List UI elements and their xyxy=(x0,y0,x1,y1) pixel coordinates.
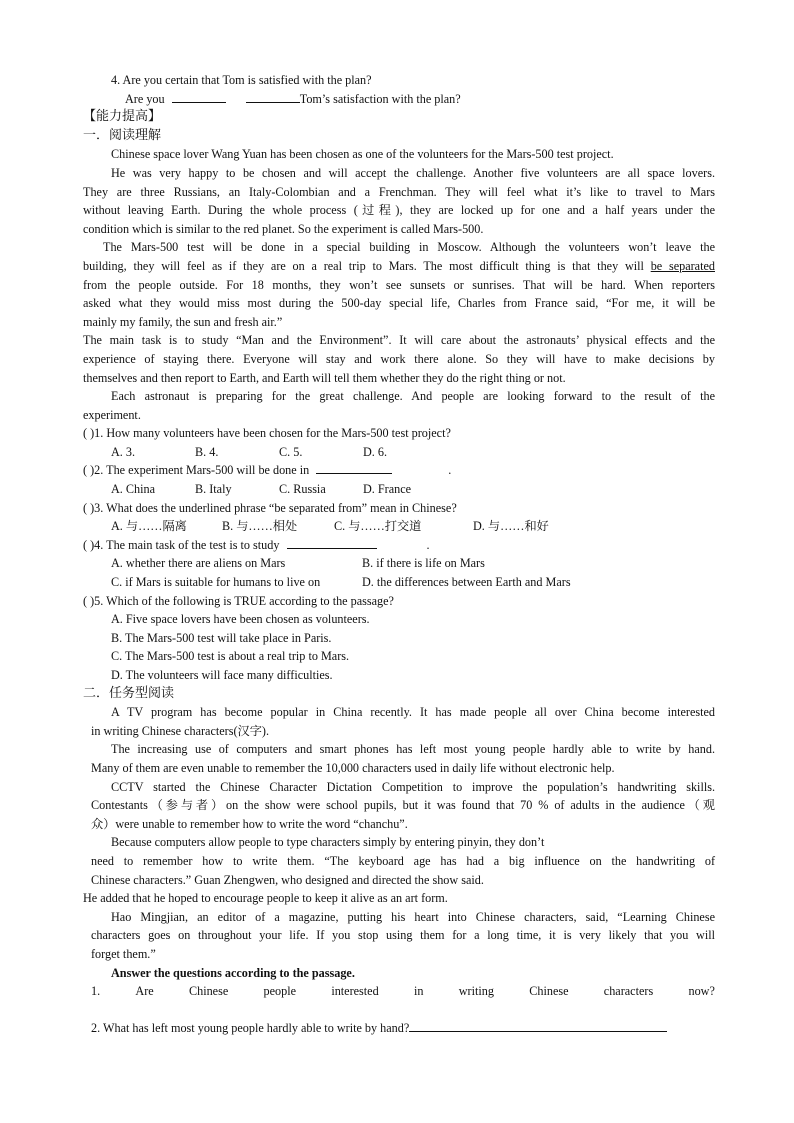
answer-blank[interactable] xyxy=(246,90,300,103)
question-text: 2. The experiment Mars-500 will be done in xyxy=(94,463,310,478)
q4-top-line2-start: Are you xyxy=(125,91,165,106)
passage2-para4-line: Chinese characters.” Guan Zhengwen, who designed and directed the show said. xyxy=(91,872,484,887)
option[interactable]: D. France xyxy=(363,482,412,497)
q4-top-line2 xyxy=(83,90,715,109)
passage1-para4-line: themselves and then report to Earth, and Earth will tell them whether they do the right thing or not. xyxy=(83,370,566,385)
passage1-para4-line: The main task is to study “Man and the Environment”. It will care about the astronauts’ physical effects and the xyxy=(83,333,715,348)
option[interactable]: D. The volunteers will face many difficulties. xyxy=(111,668,333,682)
passage2-para3-line: Contestants（参与者）on the show were school pupils, but it was found that 70 % of adults in the audience（观 xyxy=(91,798,715,813)
passage2-para3-line: CCTV started the Chinese Character Dictation Competition to improve the population’s handwriting skills. xyxy=(111,779,715,794)
option[interactable]: B. if there is life on Mars xyxy=(362,556,485,571)
part2-title: 二．任务型阅读 xyxy=(83,685,175,701)
option[interactable]: A. 与……隔离 xyxy=(111,519,187,534)
option[interactable]: A. 3. xyxy=(111,444,136,459)
option[interactable]: C. Russia xyxy=(279,482,326,497)
passage1-para2-line: He was very happy to be chosen and will accept the challenge. Another five volunteers are all space lovers. xyxy=(111,165,715,180)
passage1-para2-line: without leaving Earth. During the whole process (过程), they are locked up for one and a half years under the xyxy=(83,203,715,218)
question-1 xyxy=(83,424,715,443)
answer-paren[interactable]: ( ) xyxy=(83,500,95,515)
question-4-options xyxy=(83,573,715,592)
option[interactable]: B. 与……相处 xyxy=(222,519,298,534)
passage2-para4-line: Because computers allow people to type characters simply by entering pinyin, they don’t xyxy=(111,835,545,850)
answer-paren[interactable]: ( ) xyxy=(83,463,95,478)
option[interactable]: D. the differences between Earth and Mars xyxy=(362,575,571,590)
option[interactable]: D. 与……和好 xyxy=(473,519,549,534)
answer-blank[interactable] xyxy=(287,536,377,549)
passage2-para1-line: in writing Chinese characters(汉字). xyxy=(91,723,270,738)
answer-blank[interactable] xyxy=(316,461,392,474)
passage1-para3-line: building, they will feel as if they are on a real trip to Mars. The most difficult thing is that they will be separated xyxy=(83,258,715,273)
passage1-para2-line: They are three Russians, an Italy-Colombian and a Frenchman. They will feel what it’s like to travel to Mars xyxy=(83,184,715,199)
option[interactable]: C. 5. xyxy=(279,444,303,459)
q4-top-line1: 4. Are you certain that Tom is satisfied with the plan? xyxy=(111,73,372,87)
answer-space[interactable] xyxy=(83,1001,715,1019)
passage1-para3-line: from the people outside. For 18 months, they won’t see sunsets or sunrises. That will be hard. When reporters xyxy=(83,277,715,292)
passage2-para2-line: The increasing use of computers and smart phones has left most young people hardly able to write by hand. xyxy=(111,742,715,757)
question-1-options xyxy=(83,443,715,462)
answer-paren[interactable]: ( ) xyxy=(83,593,95,608)
option[interactable]: A. China xyxy=(111,482,156,497)
option[interactable]: C. 与……打交道 xyxy=(334,519,422,534)
passage1-para5-line: experiment. xyxy=(83,407,141,422)
question-5 xyxy=(83,592,715,611)
passage2-para3-line: 众）were unable to remember how to write the word “chanchu”. xyxy=(91,816,408,831)
question-text: 1. How many volunteers have been chosen for the Mars-500 test project? xyxy=(94,426,451,441)
passage1-para3-line: The Mars-500 test will be done in a special building in Moscow. Although the volunteers won’t leave the xyxy=(103,240,715,255)
answer-paren[interactable]: ( ) xyxy=(83,537,95,552)
answer-question-2: 2. What has left most young people hardly able to write by hand? xyxy=(83,1019,715,1038)
passage1-para3-line: mainly my family, the sun and fresh air.” xyxy=(83,314,283,329)
passage1-para2-line: condition which is similar to the red planet. So the experiment is called Mars-500. xyxy=(83,221,484,236)
question-4: ( )4. The main task of the test is to study . xyxy=(83,537,430,552)
answer-line[interactable] xyxy=(409,1019,667,1032)
answer-blank[interactable] xyxy=(172,90,226,103)
passage1-para1: Chinese space lover Wang Yuan has been chosen as one of the volunteers for the Mars-500 test project. xyxy=(111,147,614,162)
worksheet-content xyxy=(83,71,715,1037)
question-text: 4. The main task of the test is to study xyxy=(94,537,280,552)
question-text: 3. What does the underlined phrase “be separated from” mean in Chinese? xyxy=(94,500,457,515)
answer-instruction: Answer the questions according to the passage. xyxy=(111,965,355,980)
passage2-para5-line: Hao Mingjian, an editor of a magazine, putting his heart into Chinese characters, said, “Learning Chinese xyxy=(111,909,715,924)
question-text: 5. Which of the following is TRUE according to the passage? xyxy=(94,593,394,608)
part1-title: 一．阅读理解 xyxy=(83,127,162,143)
question-2-options xyxy=(83,480,715,499)
question-2: ( )2. The experiment Mars-500 will be done in . xyxy=(83,463,452,478)
question-3-options xyxy=(83,517,715,536)
section-title: 【能力提高】 xyxy=(83,109,162,125)
passage2-para4-line: He added that he hoped to encourage people to keep it alive as an art form. xyxy=(83,891,448,906)
question-3 xyxy=(83,499,715,518)
option[interactable]: B. The Mars-500 test will take place in Paris. xyxy=(111,630,332,645)
option[interactable]: B. 4. xyxy=(195,444,219,459)
option[interactable]: B. Italy xyxy=(195,482,232,497)
question-4-options xyxy=(83,554,715,573)
answer-question-1: 1. Are Chinese people interested in writing Chinese characters now? xyxy=(91,984,715,999)
passage2-para2-line: Many of them are even unable to remember the 10,000 characters used in daily life without electronic help. xyxy=(91,760,615,775)
passage2-para5-line: forget them.” xyxy=(91,946,156,961)
passage1-para3-line: asked what they would miss most during the 500-day special life, Charles from France said, “For me, it will be xyxy=(83,296,715,311)
passage1-para4-line: experience of staying there. Everyone will stay and work there alone. So they will have to make decisions by xyxy=(83,351,715,366)
q4-top-line2-end: Tom’s satisfaction with the plan? xyxy=(299,91,461,106)
passage2-para1-line: A TV program has become popular in China recently. It has made people all over China become interested xyxy=(111,705,715,720)
option[interactable]: D. 6. xyxy=(363,444,388,459)
answer-paren[interactable]: ( ) xyxy=(83,426,95,441)
passage2-para4-line: need to remember how to write them. “The keyboard age has had a big influence on the handwriting of xyxy=(91,853,715,868)
passage1-para5-line: Each astronaut is preparing for the great challenge. And people are looking forward to the result of the xyxy=(111,389,715,404)
option[interactable]: C. The Mars-500 test is about a real trip to Mars. xyxy=(111,649,350,664)
passage2-para5-line: characters goes on throughout your life. If you stop using them for a long time, it is very likely that you will xyxy=(91,928,715,943)
option[interactable]: C. if Mars is suitable for humans to live on xyxy=(111,575,321,590)
option[interactable]: A. whether there are aliens on Mars xyxy=(111,556,286,571)
option[interactable]: A. Five space lovers have been chosen as volunteers. xyxy=(111,612,370,627)
underlined-phrase: be separated xyxy=(650,258,715,273)
